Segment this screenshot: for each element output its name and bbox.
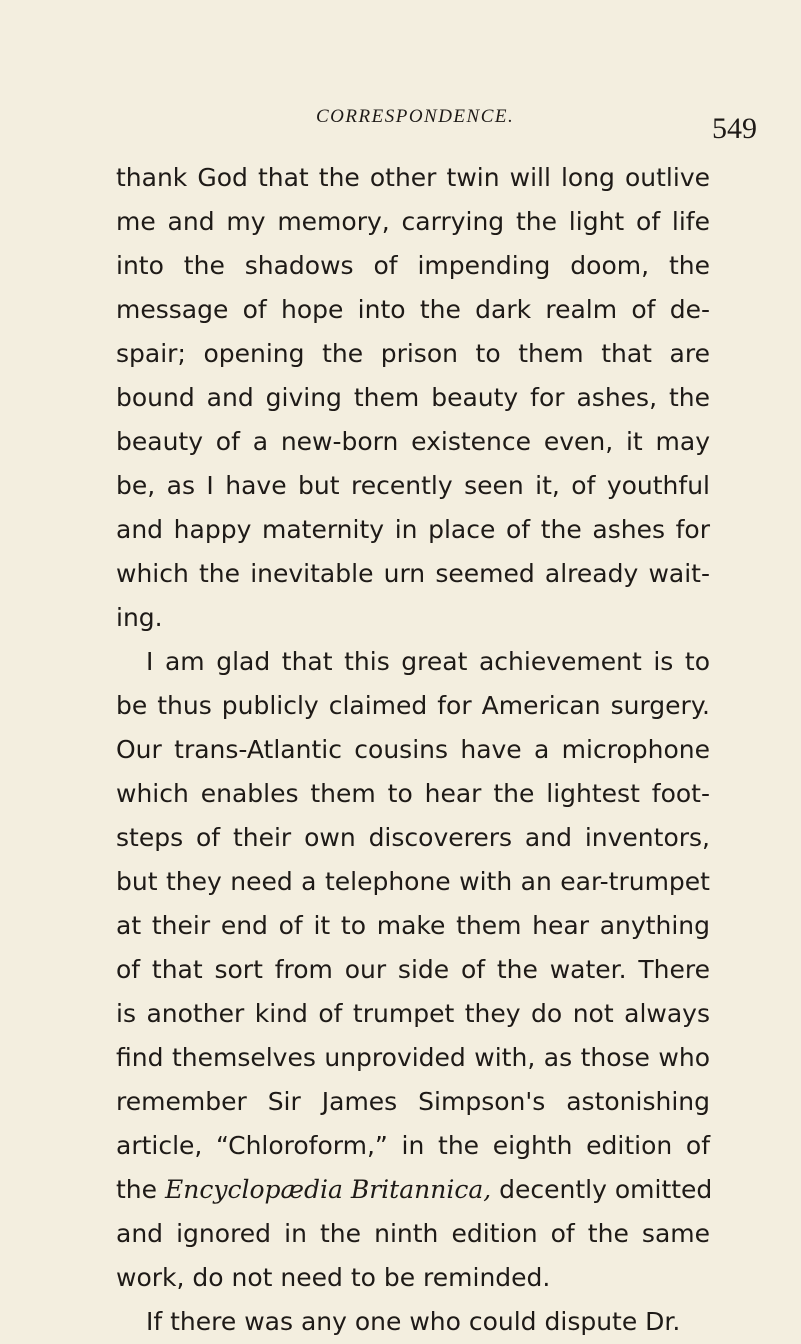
text-line xyxy=(116,1168,713,1212)
text-line: and happy maternity in place of the ashes for xyxy=(116,515,710,544)
text-line: beauty of a new-born existence even, it may xyxy=(116,427,710,456)
text-line: message of hope into the dark realm of de- xyxy=(116,295,710,324)
text-line: into the shadows of impending doom, the xyxy=(116,251,710,280)
text-line: spair; opening the prison to them that are xyxy=(116,339,710,368)
text-line: which the inevitable urn seemed already wait- xyxy=(116,559,710,588)
text-line: work, do not need to be reminded. xyxy=(116,1263,551,1292)
text-line: be, as I have but recently seen it, of youthful xyxy=(116,471,710,500)
text-line: be thus publicly claimed for American surgery. xyxy=(116,691,710,720)
text-line: bound and giving them beauty for ashes, the xyxy=(116,383,710,412)
text-line: Our trans-Atlantic cousins have a microphone xyxy=(116,735,710,764)
text-line: which enables them to hear the lightest foot- xyxy=(116,779,710,808)
text-line-post: decently omitted xyxy=(491,1175,713,1204)
text-line: at their end of it to make them hear anything xyxy=(116,911,710,940)
text-line-pre: the xyxy=(116,1175,165,1204)
text-line: is another kind of trumpet they do not always xyxy=(116,999,710,1028)
book-title: Encyclopædia Britannica, xyxy=(164,1175,492,1204)
text-line: of that sort from our side of the water. There xyxy=(116,955,710,984)
text-line: me and my memory, carrying the light of life xyxy=(116,207,710,236)
text-line: article, “Chloroform,” in the eighth edition of xyxy=(116,1131,710,1160)
text-line: remember Sir James Simpson's astonishing xyxy=(116,1087,710,1116)
text-line: thank God that the other twin will long outlive xyxy=(116,163,710,192)
text-line: If there was any one who could dispute Dr. xyxy=(146,1307,681,1336)
text-line: but they need a telephone with an ear-trumpet xyxy=(116,867,710,896)
running-head: CORRESPONDENCE. xyxy=(316,106,515,127)
text-line: and ignored in the ninth edition of the same xyxy=(116,1219,710,1248)
page-number: 549 xyxy=(712,112,757,145)
text-line: I am glad that this great achievement is to xyxy=(146,647,710,676)
text-line: ing. xyxy=(116,603,163,632)
text-line: find themselves unprovided with, as those who xyxy=(116,1043,710,1072)
text-line: steps of their own discoverers and inventors, xyxy=(116,823,710,852)
